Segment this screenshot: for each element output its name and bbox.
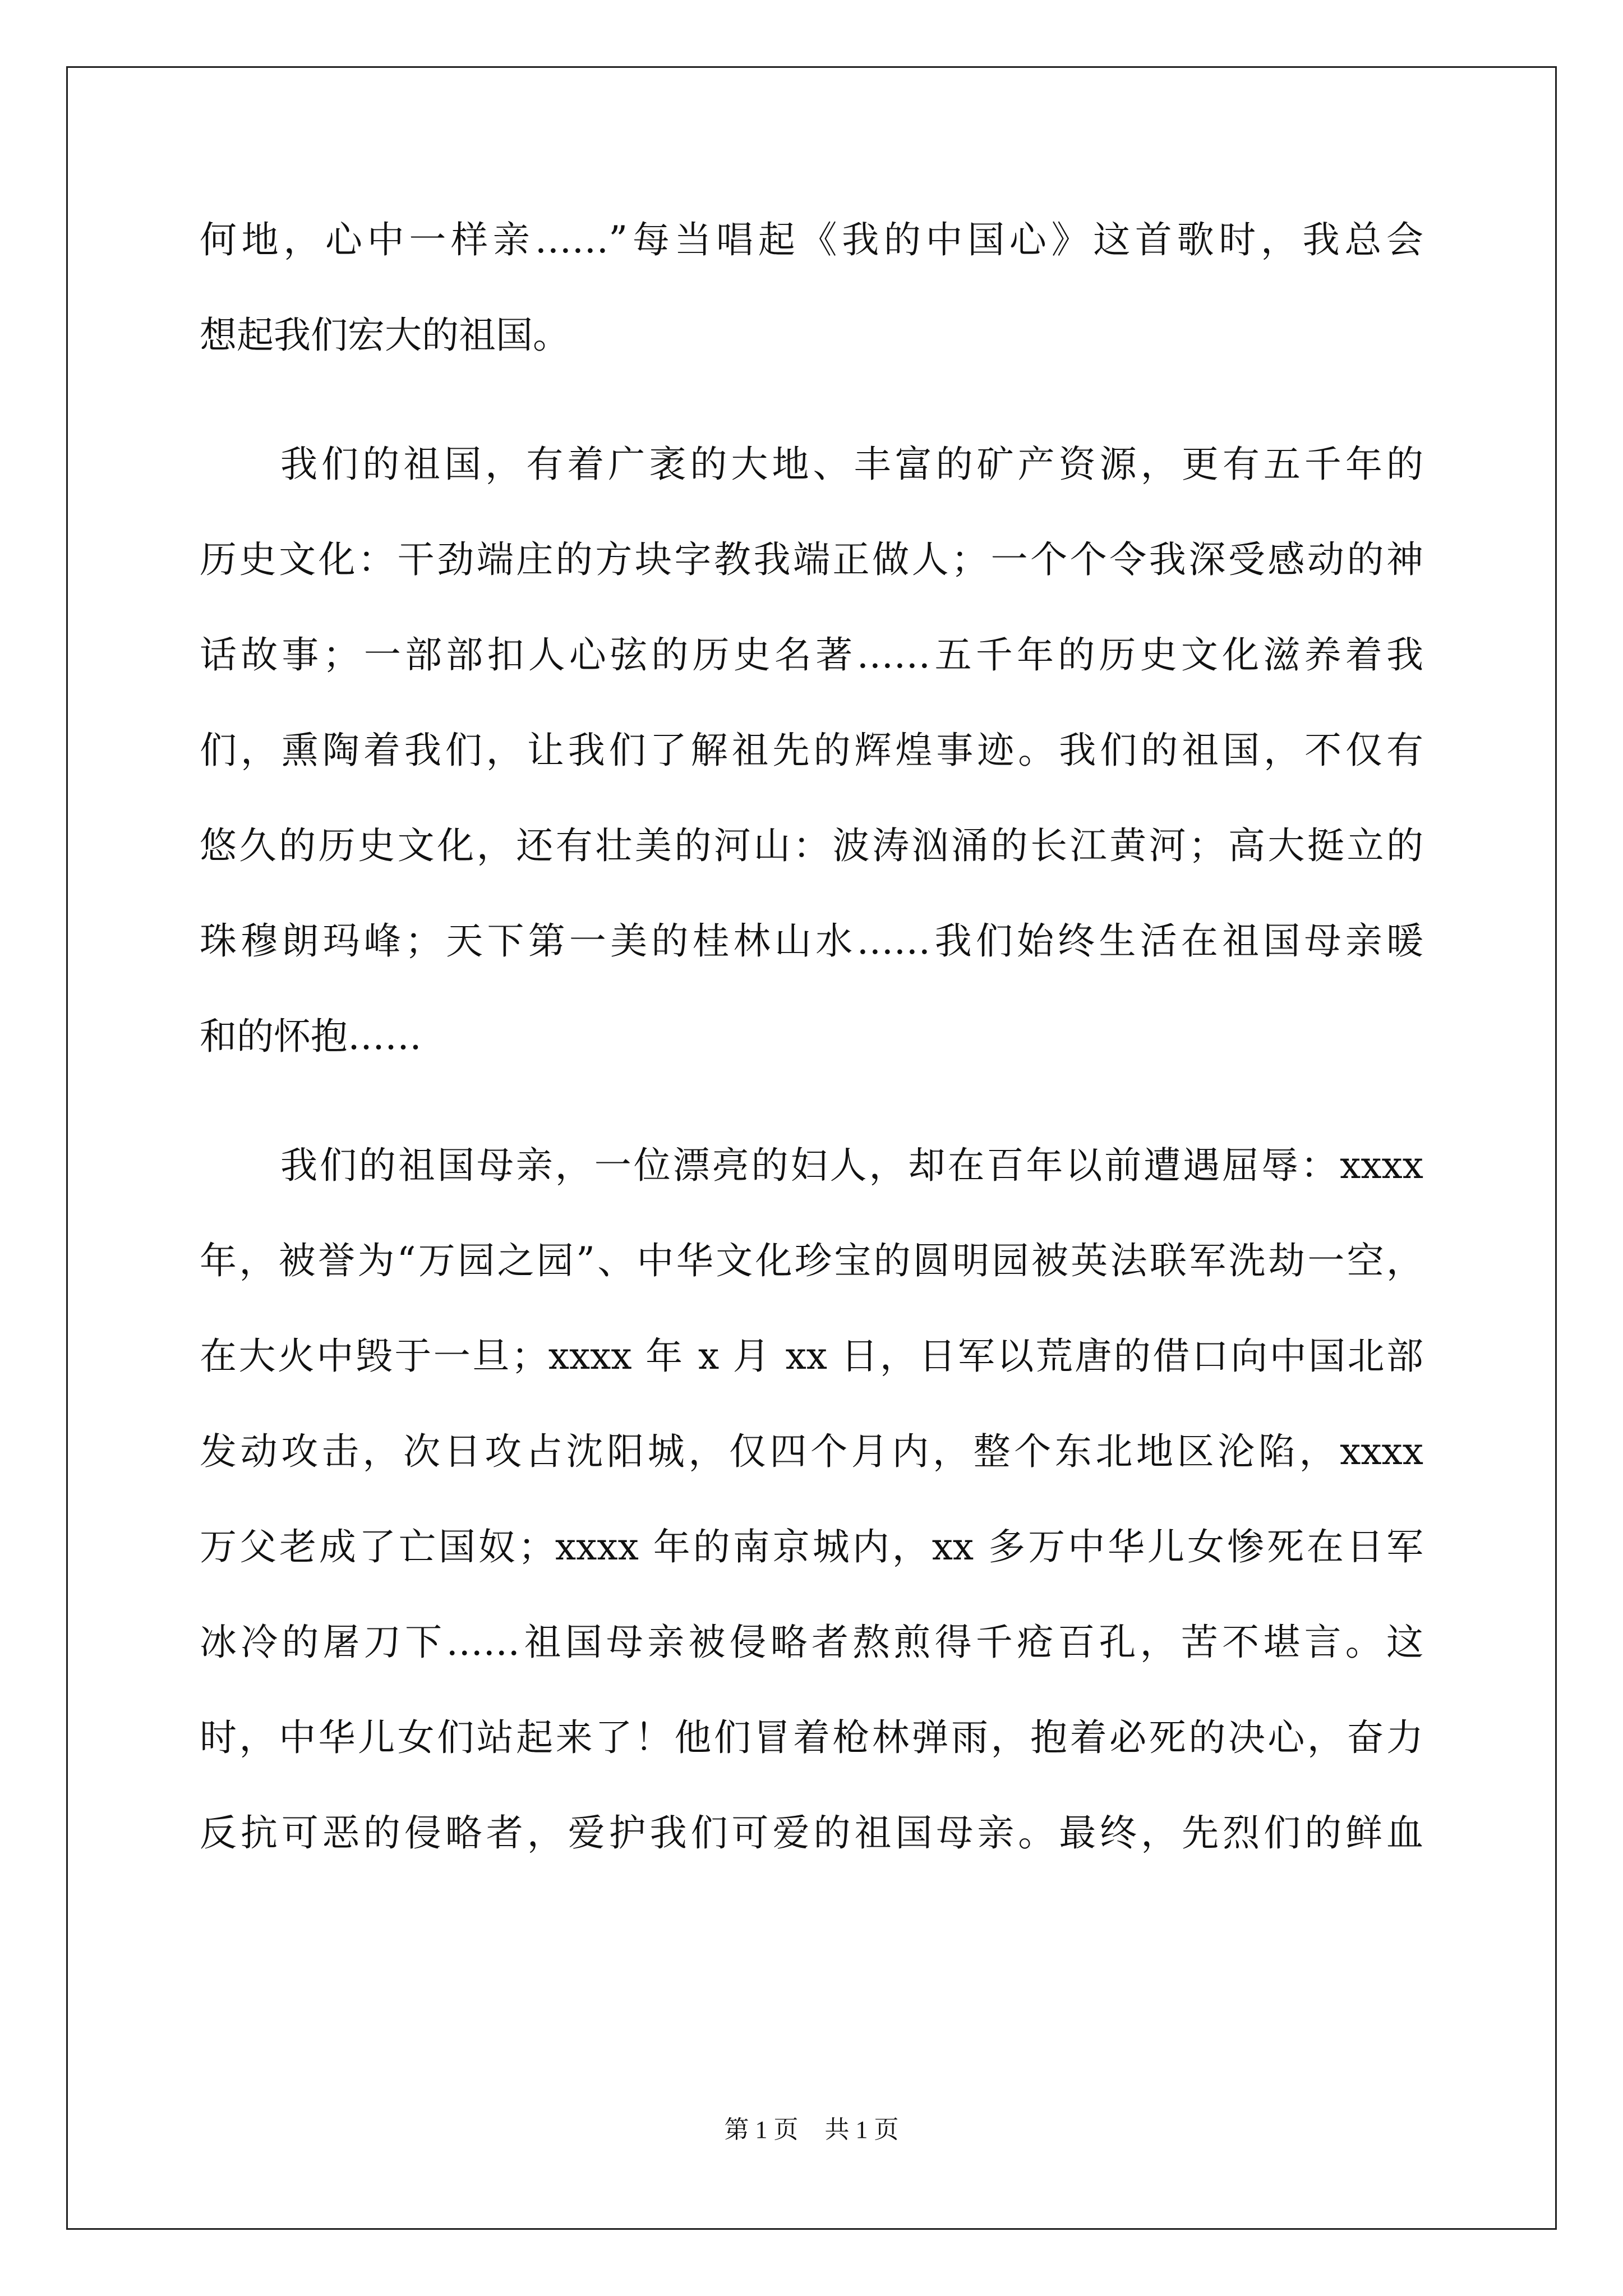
paragraph-start-line: 我们的祖国母亲，一位漂亮的妇人，却在百年以前遭遇屈辱：xxxx: [280, 1144, 1423, 1187]
paragraph-start-line: 我们的祖国，有着广袤的大地、丰富的矿产资源，更有五千年的: [280, 443, 1423, 486]
text-line: 想起我们宏大的祖国。: [200, 314, 570, 357]
text-line: 年，被誉为“万园之园”、中华文化珍宝的圆明园被英法联军洗劫一空，: [200, 1239, 1423, 1282]
text-line: 反抗可恶的侵略者，爱护我们可爱的祖国母亲。最终，先烈们的鲜血: [200, 1811, 1423, 1855]
text-line: 话故事；一部部扣人心弦的历史名著……五千年的历史文化滋养着我: [200, 633, 1423, 677]
text-line: 和的怀抱……: [200, 1015, 422, 1058]
text-line: 在大火中毁于一旦；xxxx 年 x 月 xx 日，日军以荒唐的借口向中国北部: [200, 1335, 1423, 1378]
page-number: 第 1 页: [724, 2116, 799, 2143]
page-count: 共 1 页: [824, 2116, 899, 2143]
text-line: 悠久的历史文化，还有壮美的河山：波涛汹涌的长江黄河；高大挺立的: [200, 824, 1423, 867]
text-line: 们，熏陶着我们，让我们了解祖先的辉煌事迹。我们的祖国，不仅有: [200, 729, 1423, 772]
text-line: 历史文化：干劲端庄的方块字教我端正做人；一个个令我深受感动的神: [200, 538, 1423, 581]
text-line: 何地，心中一样亲……”每当唱起《我的中国心》这首歌时，我总会: [200, 218, 1423, 261]
text-line: 冰冷的屠刀下……祖国母亲被侵略者熬煎得千疮百孔，苦不堪言。这: [200, 1621, 1423, 1664]
text-line: 发动攻击，次日攻占沈阳城，仅四个月内，整个东北地区沦陷，xxxx: [200, 1430, 1423, 1473]
page-footer: [0, 2109, 1623, 2145]
text-line: 万父老成了亡国奴；xxxx 年的南京城内，xx 多万中华儿女惨死在日军: [200, 1525, 1423, 1568]
text-line: 时，中华儿女们站起来了！他们冒着枪林弹雨，抱着必死的决心，奋力: [200, 1716, 1423, 1759]
text-line: 珠穆朗玛峰；天下第一美的桂林山水……我们始终生活在祖国母亲暖: [200, 919, 1423, 963]
